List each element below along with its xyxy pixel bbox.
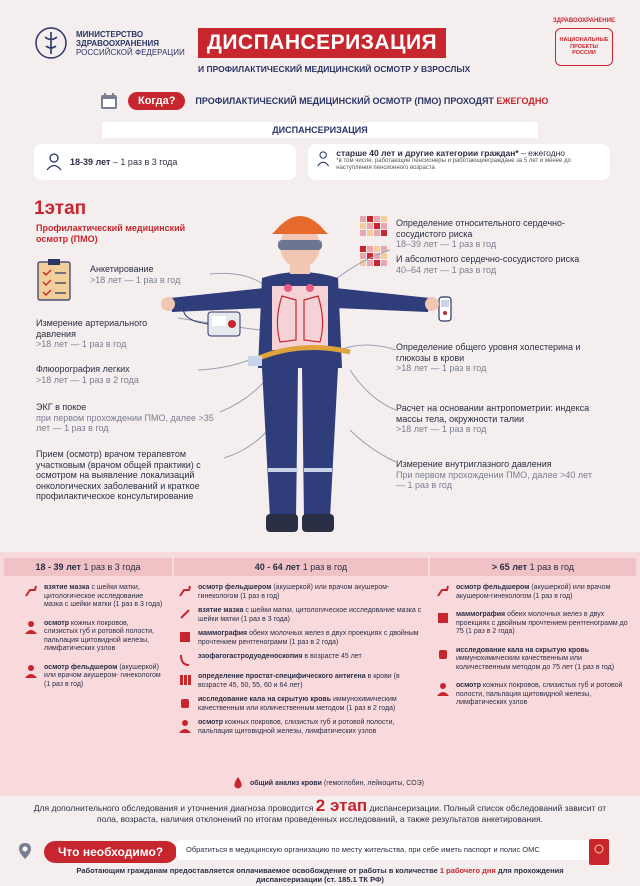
list-item: осмотр кожных покровов, слизистых губ и ротовой полости, пальпация щитовидной железы, лимфатических узлов bbox=[436, 682, 632, 708]
label-absolute-risk: И абсолютного сердечно-сосудистого риска 40–64 лет — 1 раз в год bbox=[396, 254, 580, 275]
np-stamp-line-1: НАЦИОНАЛЬНЫЕ bbox=[559, 37, 609, 44]
need-text: Обратиться в медицинскую организацию по месту жительства, при себе иметь паспорт и полис ОМС bbox=[176, 840, 602, 860]
list-item: исследование кала на скрытую кровь иммунохимическим качественным или количественным методом до 75 лет (1 раз в год) bbox=[436, 647, 632, 673]
list-item: взятие мазка с шейки матки, цитологическое исследование мазка с шейки матки (1 раз в 3 года) bbox=[178, 607, 422, 624]
need-badge: Что необходимо? bbox=[44, 841, 177, 863]
doctor-icon bbox=[178, 719, 192, 733]
np-top-text: ЗДРАВООХРАНЕНИЕ bbox=[553, 18, 615, 24]
list-item: осмотр кожных покровов, слизистых губ и ротовой полости, пальпация щитовидной железы, лимфатических узлов bbox=[24, 620, 164, 654]
np-stamp-line-2: ПРОЕКТЫ bbox=[570, 43, 598, 50]
age-card-older bbox=[308, 144, 610, 180]
age-card-young bbox=[34, 144, 296, 180]
list-item: маммография обеих молочных желез в двух проекциях с двойным прочтением рентгенограмм до 75 (1 раз в 2 года) bbox=[436, 611, 632, 637]
age-older-note: *в том числе, работающие пенсионеры и работающиеграждане за 5 лет и менее до наступления пенсионного возраста bbox=[336, 158, 571, 171]
smear-icon bbox=[178, 607, 192, 621]
stage-1-title: 1этап bbox=[34, 198, 87, 219]
calendar-icon bbox=[100, 92, 118, 110]
label-questionnaire: Анкетирование >18 лет — 1 раз в год bbox=[90, 264, 181, 285]
national-projects-logo bbox=[552, 18, 616, 70]
label-eye-pressure: Измерение внутриглазного давления При первом прохождении ПМО, далее >40 лет — 1 раз в год bbox=[396, 459, 592, 490]
list-item: определение простат-специфического антигена в крови (в возрасте 45, 50, 55, 60 и 64 лет) bbox=[178, 673, 422, 690]
when-text: ПРОФИЛАКТИЧЕСКИЙ МЕДИЦИНСКИЙ ОСМОТР (ПМО) ПРОХОДЯТ ЕЖЕГОДНО bbox=[195, 96, 549, 106]
ministry-line-1: МИНИСТЕРСТВО bbox=[76, 29, 144, 39]
col-head-18-39: 18 - 39 лет 1 раз в 3 года bbox=[4, 558, 172, 576]
label-fluorography: Флюорография легких >18 лет — 1 раз в 2 года bbox=[36, 364, 139, 385]
dispensarization-bar: ДИСПАНСЕРИЗАЦИЯ bbox=[102, 122, 538, 138]
doctor-icon bbox=[24, 664, 38, 678]
work-release-note: Работающим гражданам предоставляется оплачиваемое освобождение от работы в количестве 1 рабочего дня для прохождения диспансеризации (ст. 185.1 ТК РФ) bbox=[76, 866, 564, 884]
worker-illustration bbox=[150, 200, 450, 545]
gyn-chair-icon bbox=[24, 584, 38, 598]
list-item: осмотр кожных покровов, слизистых губ и ротовой полости, пальпация щитовидной железы, лимфатических узлов bbox=[178, 719, 422, 736]
list-item: осмотр фельдшером (акушеркой) или врачом акушером- гинекологом (1 раз в год) bbox=[178, 584, 422, 601]
label-therapist: Прием (осмотр) врачом терапевтом участковым (врачом общей практики) с осмотром на выявление локализаций онкологических заболеваний и краткое профилактическое консультирование bbox=[36, 449, 201, 501]
label-anthropometry: Расчет на основании антропометрии: индекса массы тела, окружности талии >18 лет — 1 раз в год bbox=[396, 403, 590, 434]
gyn-chair-icon bbox=[178, 584, 192, 598]
list-item: маммография обеих молочных желез в двух проекциях с двойным прочтением рентгенограмм (1 раз в 2 года) bbox=[178, 630, 422, 647]
age-older-freq: – ежегодно bbox=[518, 148, 566, 158]
page-title: ДИСПАНСЕРИЗАЦИЯ bbox=[198, 28, 446, 58]
label-ecg: ЭКГ в покое при первом прохождении ПМО, далее >35 лет — 1 раз в год bbox=[36, 402, 214, 433]
doctor-icon bbox=[24, 620, 38, 634]
stage-1-subtitle: Профилактический медицинский осмотр (ПМО) bbox=[36, 223, 186, 244]
gyn-chair-icon bbox=[436, 584, 450, 598]
ministry-emblem-icon bbox=[34, 26, 68, 60]
label-blood-pressure: Измерение артериального давления >18 лет — 1 раз в год bbox=[36, 318, 148, 349]
when-badge: Когда? bbox=[128, 92, 185, 110]
np-stamp-line-3: РОССИИ bbox=[572, 50, 596, 57]
age-young-label: 18-39 лет bbox=[70, 157, 111, 167]
test-tubes-icon bbox=[178, 673, 192, 687]
age-older-label: старше 40 лет и другие категории граждан* bbox=[336, 148, 519, 158]
age-young-freq: – 1 раз в 3 года bbox=[110, 157, 178, 167]
sample-jar-icon bbox=[178, 696, 192, 710]
np-stamp bbox=[555, 28, 613, 66]
ministry-line-2: ЗДРАВООХРАНЕНИЯ bbox=[76, 38, 159, 48]
blood-drop-icon bbox=[232, 776, 244, 790]
mammography-icon bbox=[178, 630, 192, 644]
list-item: исследование кала на скрытую кровь иммунохимическим качественным или количественным методом (1 раз в 2 года) bbox=[178, 696, 422, 713]
sample-jar-icon bbox=[436, 647, 450, 661]
elderly-person-icon bbox=[316, 148, 330, 170]
ministry-logo bbox=[34, 26, 185, 60]
stage-2-text: Для дополнительного обследования и уточнения диагноза проводится 2 этап диспансеризации. Полный список обследований зависит от пола, возраста, наличия отклонений по итогам проведенных исследований, а также результатов анкетирования. bbox=[33, 796, 607, 824]
list-item: взятие мазка с шейки матки, цитологическое исследование мазка с шейки матки (1 раз в 3 года) bbox=[24, 584, 164, 610]
page-subtitle: И ПРОФИЛАКТИЧЕСКИЙ МЕДИЦИНСКИЙ ОСМОТР У ВЗРОСЛЫХ bbox=[198, 64, 471, 74]
ministry-line-3: РОССИЙСКОЙ ФЕДЕРАЦИИ bbox=[76, 47, 185, 57]
passport-icon bbox=[588, 838, 610, 866]
col-head-40-64: 40 - 64 лет 1 раз в год bbox=[174, 558, 428, 576]
col-65-list bbox=[436, 584, 632, 714]
col-18-39-list bbox=[24, 584, 164, 695]
list-item: эзофагогастродуоденоскопия в возрасте 45 лет bbox=[178, 653, 422, 667]
mammography-icon bbox=[436, 611, 450, 625]
col-40-64-list bbox=[178, 584, 422, 742]
list-item: осмотр фельдшером (акушеркой) или врачом акушером-гинекологом (1 раз в год) bbox=[436, 584, 632, 601]
label-cholesterol: Определение общего уровня холестерина и глюкозы в крови >18 лет — 1 раз в год bbox=[396, 342, 581, 373]
location-pin-icon bbox=[18, 842, 32, 860]
when-row bbox=[100, 92, 548, 110]
clipboard-icon bbox=[36, 258, 72, 302]
person-icon bbox=[46, 153, 62, 171]
doctor-icon bbox=[436, 682, 450, 696]
col-head-65: > 65 лет 1 раз в год bbox=[430, 558, 636, 576]
label-relative-risk: Определение относительного сердечно-сосудистого риска 18–39 лет — 1 раз в год bbox=[396, 218, 565, 249]
blood-test-row: общий анализ крови (гемоглобин, лейкоциты, СОЭ) bbox=[232, 776, 424, 790]
endoscopy-icon bbox=[178, 653, 192, 667]
list-item: осмотр фельдшером (акушеркой) или врачом акушером- гинекологом (1 раз в год) bbox=[24, 664, 164, 690]
